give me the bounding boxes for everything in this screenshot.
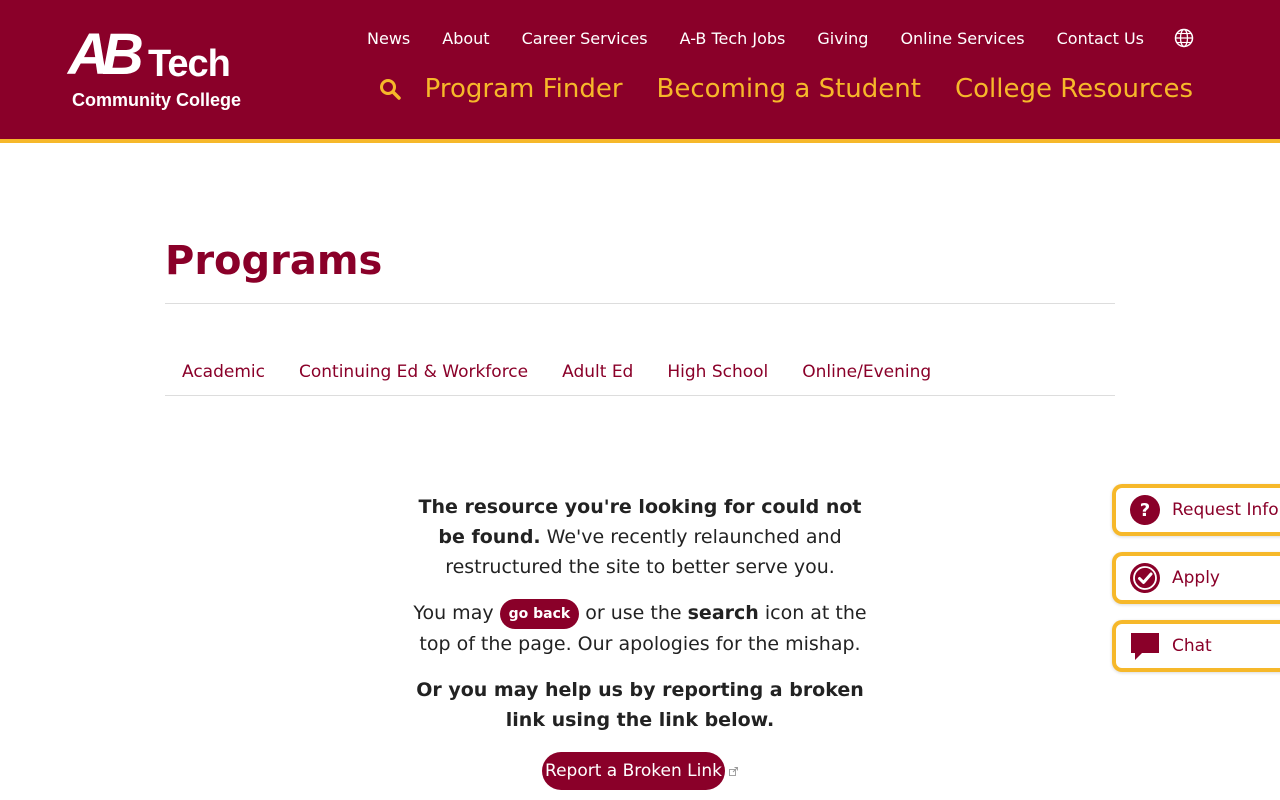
page-title: Programs: [165, 238, 383, 284]
logo-tech: Tech: [148, 43, 230, 85]
tabs-divider: [165, 395, 1115, 396]
college-logo[interactable]: [68, 22, 242, 116]
nav-contact-us[interactable]: Contact Us: [1056, 28, 1144, 48]
nav-ab-tech-jobs[interactable]: A-B Tech Jobs: [679, 28, 786, 48]
check-circle-icon: [1130, 563, 1160, 593]
apply-button[interactable]: [1112, 552, 1280, 604]
nav-career-services[interactable]: Career Services: [521, 28, 648, 48]
nav-college-resources[interactable]: College Resources: [954, 74, 1193, 104]
nav-giving[interactable]: Giving: [817, 28, 869, 48]
go-back-button[interactable]: go back: [500, 599, 580, 629]
tab-high-school[interactable]: High School: [667, 362, 769, 382]
message-search-word: search: [687, 602, 759, 624]
tab-online-evening[interactable]: Online/Evening: [802, 362, 932, 382]
chat-button[interactable]: [1112, 620, 1280, 672]
chat-label: Chat: [1172, 636, 1212, 656]
nav-about[interactable]: About: [442, 28, 490, 48]
tab-continuing-ed[interactable]: Continuing Ed & Workforce: [298, 362, 529, 382]
logo-ab: AB: [68, 22, 136, 87]
request-info-label: Request Info: [1172, 500, 1279, 520]
search-icon[interactable]: [379, 78, 401, 100]
external-link-icon: [729, 767, 738, 776]
message-report-prompt: Or you may help us by reporting a broken link using the link below.: [416, 678, 864, 731]
logo-subtitle: Community College: [72, 90, 242, 110]
globe-icon[interactable]: [1174, 28, 1194, 48]
message-text: icon at the top of the page. Our apologies for the mishap.: [419, 602, 867, 655]
message-text: We've recently relaunched and restructured the site to better serve you.: [445, 526, 842, 578]
tab-adult-ed[interactable]: Adult Ed: [562, 362, 634, 382]
report-broken-link-button[interactable]: Report a Broken Link: [542, 752, 725, 790]
message-paragraph-3: [410, 675, 870, 735]
nav-becoming-a-student[interactable]: Becoming a Student: [656, 74, 921, 104]
tab-academic[interactable]: Academic: [182, 362, 265, 382]
main-nav: [379, 74, 1193, 104]
not-found-message: [410, 492, 870, 751]
nav-news[interactable]: News: [367, 28, 411, 48]
request-info-button[interactable]: [1112, 484, 1280, 536]
message-text: or use the: [579, 602, 688, 624]
nav-online-services[interactable]: Online Services: [900, 28, 1025, 48]
site-header: [0, 0, 1280, 143]
programs-tabs: [165, 362, 948, 382]
question-icon: [1130, 495, 1160, 525]
nav-program-finder[interactable]: Program Finder: [424, 74, 623, 104]
utility-nav: [335, 28, 1194, 48]
chat-bubble-icon: [1130, 631, 1160, 661]
message-text: You may: [413, 602, 500, 624]
title-divider: [165, 303, 1115, 304]
message-lead: The resource you're looking for could not be found.: [418, 496, 862, 548]
apply-label: Apply: [1172, 568, 1220, 588]
message-paragraph-2: [410, 598, 870, 659]
message-paragraph-1: [410, 492, 870, 582]
svg-text:?: ?: [1139, 500, 1151, 521]
